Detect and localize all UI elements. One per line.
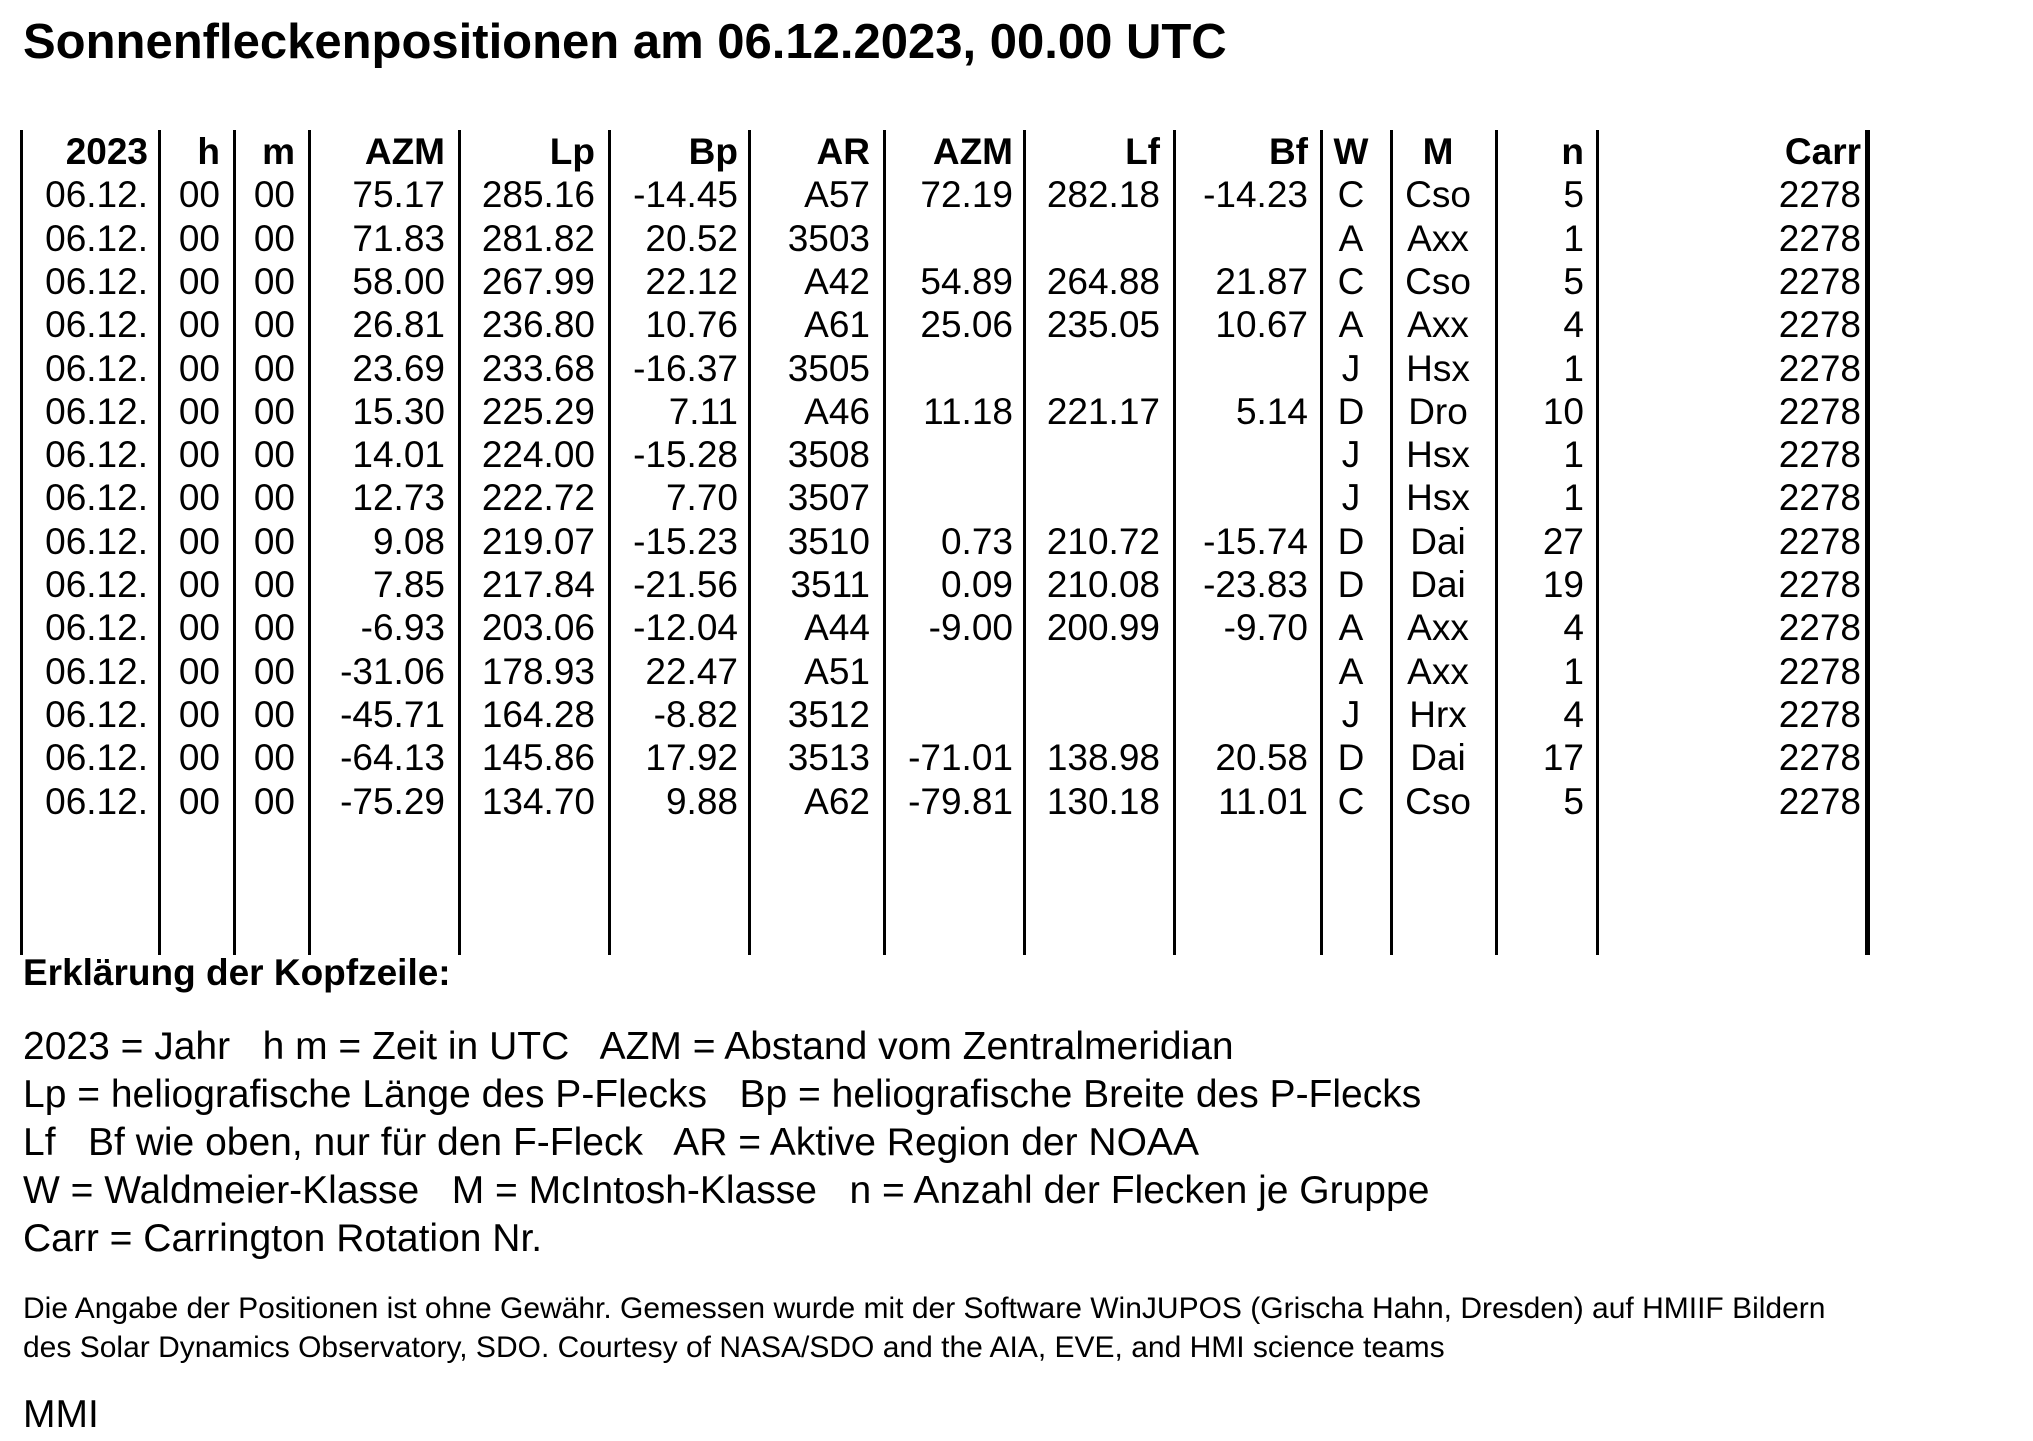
cell-w: A bbox=[1338, 304, 1364, 346]
cell-azm-p: 71.83 bbox=[352, 217, 445, 259]
cell-ar: 3512 bbox=[787, 693, 870, 735]
explanation-line: Carr = Carrington Rotation Nr. bbox=[23, 1217, 543, 1260]
column-header-bf: Bf bbox=[1268, 131, 1308, 172]
cell-n: 5 bbox=[1563, 174, 1584, 216]
cell-bp: 22.12 bbox=[645, 260, 738, 302]
cell-m: 00 bbox=[253, 693, 295, 735]
cell-lf: 221.17 bbox=[1046, 390, 1160, 432]
cell-lf: 210.08 bbox=[1046, 564, 1160, 605]
cell-date: 06.12. bbox=[45, 650, 148, 692]
cell-lp: 267.99 bbox=[481, 260, 595, 302]
column-header-lp: Lp bbox=[549, 131, 595, 172]
cell-lf: 282.18 bbox=[1046, 174, 1160, 216]
cell-ar: A62 bbox=[804, 780, 870, 822]
cell-m: 00 bbox=[253, 260, 295, 302]
table-row bbox=[20, 217, 1870, 260]
cell-carr: 2278 bbox=[1778, 650, 1861, 692]
cell-n: 1 bbox=[1563, 434, 1584, 476]
cell-w: A bbox=[1338, 650, 1364, 692]
cell-lp: 222.72 bbox=[481, 477, 595, 519]
cell-azm-p: 9.08 bbox=[372, 520, 445, 562]
cell-m: 00 bbox=[253, 347, 295, 389]
cell-ar: A51 bbox=[804, 650, 870, 692]
cell-ar: A42 bbox=[804, 260, 870, 302]
cell-lp: 217.84 bbox=[481, 564, 595, 605]
cell-h: 00 bbox=[178, 174, 220, 216]
cell-n: 17 bbox=[1542, 737, 1584, 779]
cell-carr: 2278 bbox=[1778, 304, 1861, 346]
cell-date: 06.12. bbox=[45, 174, 148, 216]
cell-ar: 3508 bbox=[787, 434, 870, 476]
cell-bp: 9.88 bbox=[665, 780, 738, 822]
cell-w: J bbox=[1341, 347, 1361, 389]
cell-azm-f: 72.19 bbox=[920, 174, 1013, 216]
cell-h: 00 bbox=[178, 260, 220, 302]
table-row bbox=[20, 650, 1870, 693]
explanation-line: Lf Bf wie oben, nur für den F-Fleck AR = Aktive Region der NOAA bbox=[23, 1121, 1199, 1164]
page-title: Sonnenfleckenpositionen am 06.12.2023, 00.00 UTC bbox=[23, 15, 1227, 69]
cell-lp: 203.06 bbox=[481, 607, 595, 649]
cell-lp: 145.86 bbox=[481, 737, 595, 779]
cell-azm-f: 0.09 bbox=[940, 564, 1013, 605]
sunspot-table bbox=[20, 130, 1870, 955]
cell-h: 00 bbox=[178, 477, 220, 519]
column-header-azm-f: AZM bbox=[932, 131, 1013, 172]
table-row bbox=[20, 606, 1870, 649]
cell-lp: 236.80 bbox=[481, 304, 595, 346]
cell-w: D bbox=[1337, 564, 1365, 605]
cell-azm-f: -9.00 bbox=[928, 607, 1013, 649]
explanation-title: Erklärung der Kopfzeile: bbox=[23, 952, 451, 993]
cell-mc: Axx bbox=[1407, 217, 1469, 259]
cell-azm-p: 14.01 bbox=[352, 434, 445, 476]
explanation-line: Lp = heliografische Länge des P-Flecks Bp = heliografische Breite des P-Flecks bbox=[23, 1073, 1422, 1116]
cell-bp: 7.11 bbox=[668, 390, 738, 432]
cell-w: J bbox=[1341, 693, 1361, 735]
cell-carr: 2278 bbox=[1778, 390, 1861, 432]
cell-ar: 3511 bbox=[790, 564, 870, 605]
cell-h: 00 bbox=[178, 693, 220, 735]
table-row bbox=[20, 693, 1870, 736]
cell-lp: 178.93 bbox=[481, 650, 595, 692]
cell-date: 06.12. bbox=[45, 564, 148, 605]
cell-mc: Hsx bbox=[1406, 347, 1470, 389]
cell-date: 06.12. bbox=[45, 520, 148, 562]
cell-w: J bbox=[1341, 477, 1361, 519]
table-row bbox=[20, 780, 1870, 823]
cell-h: 00 bbox=[178, 564, 220, 605]
cell-m: 00 bbox=[253, 390, 295, 432]
cell-w: D bbox=[1337, 390, 1365, 432]
column-header-azm-p: AZM bbox=[364, 131, 445, 172]
cell-date: 06.12. bbox=[45, 347, 148, 389]
column-header-w: W bbox=[1333, 131, 1369, 172]
cell-mc: Dai bbox=[1410, 737, 1466, 779]
table-row bbox=[20, 520, 1870, 563]
cell-bp: 10.76 bbox=[645, 304, 738, 346]
cell-carr: 2278 bbox=[1778, 477, 1861, 519]
cell-ar: A46 bbox=[804, 390, 870, 432]
cell-n: 27 bbox=[1542, 520, 1584, 562]
cell-ar: 3513 bbox=[787, 737, 870, 779]
cell-n: 1 bbox=[1563, 650, 1584, 692]
cell-mc: Dai bbox=[1410, 564, 1466, 605]
cell-bp: -21.56 bbox=[633, 564, 738, 605]
cell-w: C bbox=[1337, 260, 1365, 302]
cell-date: 06.12. bbox=[45, 217, 148, 259]
cell-h: 00 bbox=[178, 737, 220, 779]
cell-mc: Axx bbox=[1407, 304, 1469, 346]
column-header-h: h bbox=[197, 131, 220, 172]
cell-w: D bbox=[1337, 520, 1365, 562]
cell-azm-p: 7.85 bbox=[372, 564, 445, 605]
cell-carr: 2278 bbox=[1778, 693, 1861, 735]
cell-h: 00 bbox=[178, 520, 220, 562]
cell-bf: -9.70 bbox=[1223, 607, 1308, 649]
cell-azm-f: 11.18 bbox=[923, 390, 1013, 432]
cell-date: 06.12. bbox=[45, 737, 148, 779]
cell-n: 10 bbox=[1542, 390, 1584, 432]
column-header-year: 2023 bbox=[65, 131, 148, 172]
cell-date: 06.12. bbox=[45, 304, 148, 346]
disclaimer-line: Die Angabe der Positionen ist ohne Gewähr. Gemessen wurde mit der Software WinJUPOS (Grischa Hahn, Dresden) auf HMIIF Bildern bbox=[23, 1292, 1826, 1325]
cell-azm-f: -79.81 bbox=[908, 780, 1013, 822]
cell-ar: 3510 bbox=[787, 520, 870, 562]
cell-m: 00 bbox=[253, 217, 295, 259]
cell-h: 00 bbox=[178, 780, 220, 822]
cell-bf: 20.58 bbox=[1215, 737, 1308, 779]
table-row bbox=[20, 433, 1870, 476]
cell-azm-p: 26.81 bbox=[352, 304, 445, 346]
cell-azm-f: 54.89 bbox=[920, 260, 1013, 302]
cell-lf: 210.72 bbox=[1046, 520, 1160, 562]
explanation-line: 2023 = Jahr h m = Zeit in UTC AZM = Abstand vom Zentralmeridian bbox=[23, 1025, 1234, 1068]
column-header-bp: Bp bbox=[688, 131, 738, 172]
cell-m: 00 bbox=[253, 737, 295, 779]
cell-azm-p: -31.06 bbox=[340, 650, 445, 692]
cell-w: A bbox=[1338, 607, 1364, 649]
table-row bbox=[20, 390, 1870, 433]
cell-mc: Hsx bbox=[1406, 434, 1470, 476]
column-header-lf: Lf bbox=[1125, 131, 1160, 172]
cell-mc: Axx bbox=[1407, 607, 1469, 649]
cell-date: 06.12. bbox=[45, 477, 148, 519]
cell-ar: 3505 bbox=[787, 347, 870, 389]
cell-mc: Cso bbox=[1405, 260, 1471, 302]
cell-mc: Hsx bbox=[1406, 477, 1470, 519]
cell-m: 00 bbox=[253, 780, 295, 822]
cell-lf: 235.05 bbox=[1046, 304, 1160, 346]
table-row bbox=[20, 173, 1870, 216]
table-row bbox=[20, 563, 1870, 606]
cell-n: 4 bbox=[1563, 693, 1584, 735]
table-row bbox=[20, 347, 1870, 390]
cell-n: 19 bbox=[1542, 564, 1584, 605]
cell-date: 06.12. bbox=[45, 780, 148, 822]
cell-carr: 2278 bbox=[1778, 174, 1861, 216]
cell-m: 00 bbox=[253, 564, 295, 605]
cell-m: 00 bbox=[253, 650, 295, 692]
cell-bp: -8.82 bbox=[653, 693, 738, 735]
cell-azm-f: -71.01 bbox=[908, 737, 1013, 779]
table-header-row bbox=[20, 130, 1870, 173]
cell-bp: -14.45 bbox=[633, 174, 738, 216]
cell-ar: A44 bbox=[804, 607, 870, 649]
cell-n: 5 bbox=[1563, 780, 1584, 822]
cell-carr: 2278 bbox=[1778, 564, 1861, 605]
cell-mc: Cso bbox=[1405, 780, 1471, 822]
table-row bbox=[20, 303, 1870, 346]
table-row bbox=[20, 260, 1870, 303]
cell-bp: 20.52 bbox=[645, 217, 738, 259]
cell-bp: -16.37 bbox=[633, 347, 738, 389]
cell-azm-p: -75.29 bbox=[340, 780, 445, 822]
cell-carr: 2278 bbox=[1778, 217, 1861, 259]
cell-lp: 219.07 bbox=[481, 520, 595, 562]
cell-h: 00 bbox=[178, 650, 220, 692]
cell-ar: 3507 bbox=[787, 477, 870, 519]
cell-lp: 281.82 bbox=[481, 217, 595, 259]
cell-mc: Axx bbox=[1407, 650, 1469, 692]
cell-azm-p: 23.69 bbox=[352, 347, 445, 389]
table-row bbox=[20, 476, 1870, 519]
cell-azm-f: 25.06 bbox=[920, 304, 1013, 346]
cell-bf: -15.74 bbox=[1203, 520, 1308, 562]
cell-h: 00 bbox=[178, 434, 220, 476]
cell-h: 00 bbox=[178, 217, 220, 259]
cell-azm-f: 0.73 bbox=[940, 520, 1013, 562]
column-header-ar: AR bbox=[816, 131, 870, 172]
cell-m: 00 bbox=[253, 434, 295, 476]
cell-ar: A61 bbox=[804, 304, 870, 346]
column-header-m: m bbox=[262, 131, 295, 172]
cell-ar: A57 bbox=[804, 174, 870, 216]
cell-w: J bbox=[1341, 434, 1361, 476]
cell-bf: 10.67 bbox=[1215, 304, 1308, 346]
disclaimer-line: des Solar Dynamics Observatory, SDO. Courtesy of NASA/SDO and the AIA, EVE, and HMI science teams bbox=[23, 1331, 1445, 1364]
cell-m: 00 bbox=[253, 477, 295, 519]
cell-carr: 2278 bbox=[1778, 520, 1861, 562]
cell-w: C bbox=[1337, 174, 1365, 216]
cell-azm-p: -64.13 bbox=[340, 737, 445, 779]
cell-bf: 21.87 bbox=[1215, 260, 1308, 302]
cell-lp: 285.16 bbox=[481, 174, 595, 216]
cell-n: 1 bbox=[1563, 217, 1584, 259]
cell-m: 00 bbox=[253, 304, 295, 346]
cell-date: 06.12. bbox=[45, 390, 148, 432]
table-row bbox=[20, 736, 1870, 779]
cell-h: 00 bbox=[178, 607, 220, 649]
cell-lp: 134.70 bbox=[481, 780, 595, 822]
cell-h: 00 bbox=[178, 347, 220, 389]
cell-lf: 138.98 bbox=[1046, 737, 1160, 779]
cell-azm-p: 58.00 bbox=[352, 260, 445, 302]
cell-n: 1 bbox=[1563, 477, 1584, 519]
cell-lf: 264.88 bbox=[1046, 260, 1160, 302]
explanation-line: W = Waldmeier-Klasse M = McIntosh-Klasse n = Anzahl der Flecken je Gruppe bbox=[23, 1169, 1430, 1212]
cell-carr: 2278 bbox=[1778, 434, 1861, 476]
cell-azm-p: 15.30 bbox=[352, 390, 445, 432]
column-header-mc: M bbox=[1422, 131, 1454, 172]
cell-bf: 5.14 bbox=[1235, 390, 1308, 432]
column-header-n: n bbox=[1561, 131, 1584, 172]
cell-date: 06.12. bbox=[45, 260, 148, 302]
cell-bf: 11.01 bbox=[1218, 780, 1308, 822]
cell-m: 00 bbox=[253, 174, 295, 216]
cell-azm-p: 12.73 bbox=[352, 477, 445, 519]
cell-lf: 200.99 bbox=[1046, 607, 1160, 649]
cell-bf: -14.23 bbox=[1203, 174, 1308, 216]
cell-date: 06.12. bbox=[45, 607, 148, 649]
cell-n: 1 bbox=[1563, 347, 1584, 389]
cell-bp: 17.92 bbox=[645, 737, 738, 779]
cell-w: A bbox=[1338, 217, 1364, 259]
cell-carr: 2278 bbox=[1778, 737, 1861, 779]
signature: MMI bbox=[23, 1393, 99, 1436]
cell-azm-p: -45.71 bbox=[340, 693, 445, 735]
cell-lp: 164.28 bbox=[481, 693, 595, 735]
cell-date: 06.12. bbox=[45, 434, 148, 476]
cell-lf: 130.18 bbox=[1046, 780, 1160, 822]
cell-bp: -12.04 bbox=[633, 607, 738, 649]
cell-bf: -23.83 bbox=[1203, 564, 1308, 605]
cell-lp: 225.29 bbox=[481, 390, 595, 432]
cell-bp: 22.47 bbox=[645, 650, 738, 692]
cell-m: 00 bbox=[253, 607, 295, 649]
cell-m: 00 bbox=[253, 520, 295, 562]
cell-date: 06.12. bbox=[45, 693, 148, 735]
cell-azm-p: 75.17 bbox=[352, 174, 445, 216]
cell-h: 00 bbox=[178, 390, 220, 432]
cell-carr: 2278 bbox=[1778, 347, 1861, 389]
cell-carr: 2278 bbox=[1778, 260, 1861, 302]
cell-lp: 233.68 bbox=[481, 347, 595, 389]
cell-bp: -15.28 bbox=[633, 434, 738, 476]
cell-carr: 2278 bbox=[1778, 780, 1861, 822]
cell-carr: 2278 bbox=[1778, 607, 1861, 649]
cell-bp: -15.23 bbox=[633, 520, 738, 562]
cell-mc: Dai bbox=[1410, 520, 1466, 562]
cell-bp: 7.70 bbox=[665, 477, 738, 519]
cell-ar: 3503 bbox=[787, 217, 870, 259]
cell-n: 4 bbox=[1563, 304, 1584, 346]
cell-n: 5 bbox=[1563, 260, 1584, 302]
cell-w: D bbox=[1337, 737, 1365, 779]
cell-azm-p: -6.93 bbox=[360, 607, 445, 649]
cell-mc: Dro bbox=[1408, 390, 1468, 432]
column-header-carr: Carr bbox=[1784, 131, 1861, 172]
cell-h: 00 bbox=[178, 304, 220, 346]
cell-mc: Cso bbox=[1405, 174, 1471, 216]
cell-w: C bbox=[1337, 780, 1365, 822]
cell-mc: Hrx bbox=[1409, 693, 1467, 735]
cell-n: 4 bbox=[1563, 607, 1584, 649]
cell-lp: 224.00 bbox=[481, 434, 595, 476]
